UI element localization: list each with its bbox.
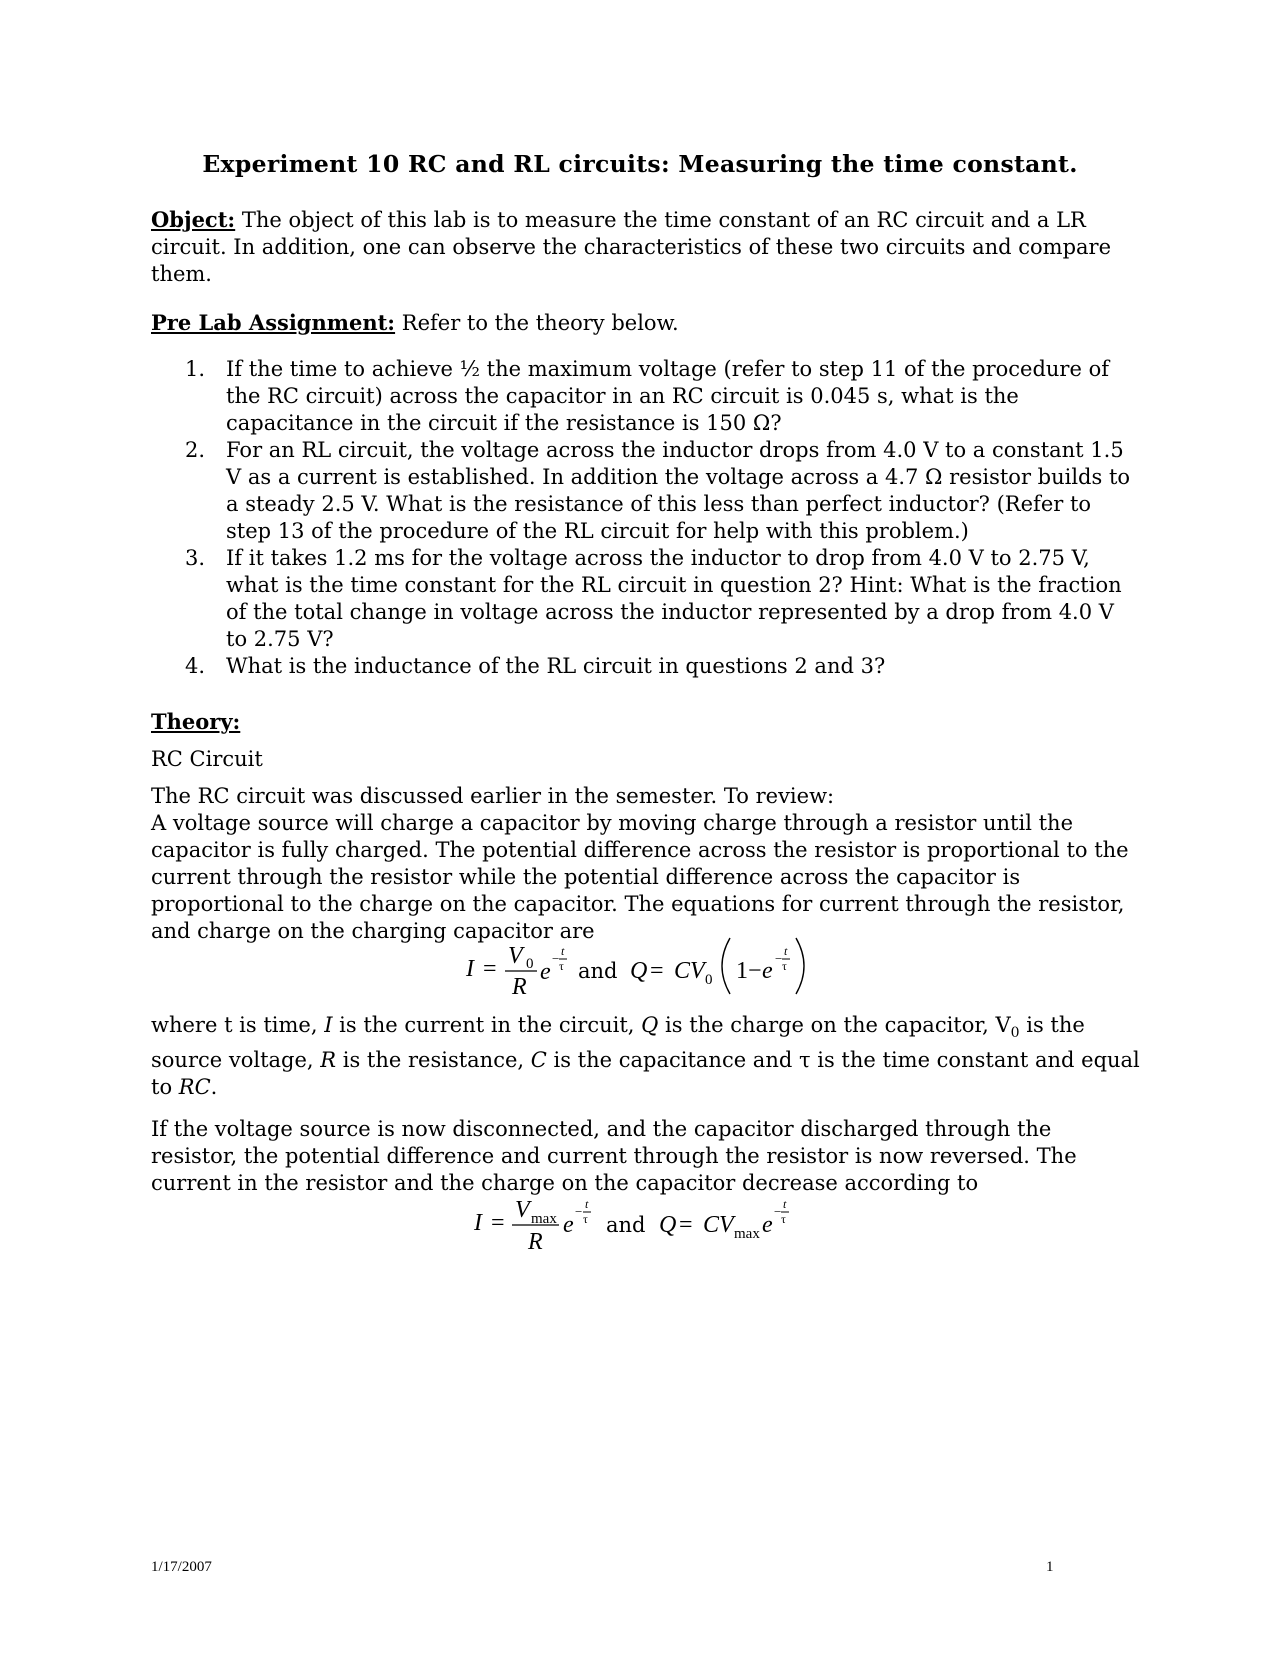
where-RC: RC: [178, 1075, 211, 1100]
exponent-minus-2: −: [775, 951, 783, 966]
where-text-1: where t is time,: [151, 1013, 325, 1037]
object-label: Object:: [151, 207, 236, 232]
list-item-number: 4.: [185, 654, 206, 678]
eq2-subscript-max-b: max: [734, 1226, 760, 1242]
footer-date: 1/17/2007: [151, 1559, 212, 1575]
eq-and: and: [578, 959, 618, 983]
prelab-text: Refer to the theory below.: [395, 311, 679, 335]
where-I: I: [324, 1013, 333, 1037]
list-item-number: 3.: [185, 546, 206, 570]
where-Q: Q: [641, 1013, 659, 1037]
eq2-symbol-e: e: [563, 1212, 574, 1238]
eq-equals-2: =: [650, 958, 664, 984]
prelab-question-list: [151, 356, 1141, 680]
footer-page-number: 1: [1046, 1559, 1054, 1575]
where-subscript-0: 0: [1010, 1025, 1020, 1042]
discharge-paragraph: If the voltage source is now disconnected, and the capacitor discharged through the resistor, the potential difference and current through the resistor is now reversed. The current in the resistor and the charge on the capacitor decrease according to: [151, 1117, 1077, 1195]
eq2-symbol-e-2: e: [762, 1212, 773, 1238]
eq-symbol-R: R: [512, 974, 527, 1000]
list-item-number: 1.: [185, 357, 206, 381]
exponent-minus: −: [552, 951, 560, 966]
exponent-tau-2: τ: [782, 959, 787, 973]
eq2-symbol-R: R: [528, 1229, 543, 1255]
object-text: The object of this lab is to measure the time constant of an RC circuit and a LR circuit. In addition, one can observe the characteristics of these two circuits and compare them.: [151, 208, 1112, 286]
where-C: C: [530, 1048, 547, 1073]
right-paren: [796, 938, 804, 994]
charging-equation-svg: [0, 928, 1280, 1000]
eq-symbol-V: V: [508, 943, 523, 969]
eq2-symbol-CV: CV: [703, 1212, 734, 1238]
list-item-text: What is the inductance of the RL circuit in questions 2 and 3?: [226, 654, 886, 678]
list-item: [151, 437, 1141, 545]
theory-paragraph-1: [151, 783, 1141, 945]
eq2-subscript-max: max: [531, 1211, 557, 1227]
theory-review-line: The RC circuit was discussed earlier in the semester. To review:: [151, 784, 835, 808]
eq-symbol-e-2: e: [762, 958, 773, 984]
rc-circuit-subheading: RC Circuit: [151, 747, 263, 771]
exponent-tau: τ: [559, 959, 564, 973]
list-item: [151, 545, 1141, 653]
eq2-symbol-V: V: [515, 1197, 530, 1223]
list-item-text: If the time to achieve ½ the maximum voltage (refer to step 11 of the procedure of the RC circuit) across the capacitor in an RC circuit is 0.045 s, what is the capacitance in the circuit if the resistance is 150 Ω?: [226, 357, 1109, 435]
page-title: Experiment 10 RC and RL circuits: Measuring the time constant.: [202, 150, 1078, 178]
exponent-t: t: [561, 944, 565, 958]
eq-equals: =: [483, 956, 497, 982]
eq-subscript-0-b: 0: [705, 972, 713, 988]
where-text-6: is the capacitance and τ is the time constant and equal to: [151, 1048, 1140, 1100]
eq2-equals-2: =: [679, 1212, 693, 1238]
where-text-3: is the charge on the capacitor, V: [658, 1013, 1011, 1037]
where-R: R: [320, 1048, 337, 1073]
list-item-text: For an RL circuit, the voltage across the inductor drops from 4.0 V to a constant 1.5 V as a current is established. In addition the voltage across a 4.7 Ω resistor builds to a steady 2.5 V. What is the resistance of this less than perfect inductor? (Refer to step 13 of the procedure of the RL circuit for help with this problem.): [226, 438, 1131, 543]
exponent-t-2: t: [784, 944, 788, 958]
eq2-exponent-tau: τ: [583, 1212, 588, 1226]
object-paragraph: [151, 206, 1141, 288]
where-text-7: .: [210, 1075, 218, 1100]
theory-review-body: A voltage source will charge a capacitor by moving charge through a resistor until the capacitor is fully charged. The potential difference across the resistor is proportional to the current through the resistor while the potential difference across the capacitor is proportional to the charge on the capacitor. The equations for current through the resistor, and charge on the charging capacitor are: [151, 811, 1129, 943]
eq2-exponent-minus: −: [575, 1204, 583, 1219]
charging-equations: [0, 928, 1280, 1000]
eq2-exponent-t: t: [585, 1197, 589, 1211]
eq2-equals: =: [491, 1210, 505, 1236]
eq-symbol-CV: CV: [674, 958, 705, 984]
where-text-2: is the current in the circuit,: [332, 1013, 642, 1037]
prelab-paragraph: [151, 309, 1141, 337]
eq-one-minus: 1−: [736, 958, 762, 984]
eq2-and: and: [606, 1213, 646, 1237]
where-text-4: is the source voltage,: [151, 1013, 1085, 1073]
prelab-label: Pre Lab Assignment:: [151, 310, 396, 335]
eq-symbol-Q: Q: [630, 958, 648, 984]
eq2-exponent-t-2: t: [783, 1197, 787, 1211]
discharging-equations: [0, 1188, 1280, 1260]
discharging-equation-svg: [0, 1188, 1280, 1260]
eq-symbol-e: e: [540, 959, 551, 985]
list-item-text: If it takes 1.2 ms for the voltage across the inductor to drop from 4.0 V to 2.75 V, what is the time constant for the RL circuit in question 2? Hint: What is the fraction of the total change in voltage across the inductor represented by a drop from 4.0 V to 2.75 V?: [226, 546, 1122, 651]
variable-definitions: [151, 1012, 1141, 1101]
eq-subscript-0: 0: [526, 956, 534, 972]
eq2-symbol-I: I: [474, 1210, 482, 1236]
list-item-number: 2.: [185, 438, 206, 462]
eq-symbol-I: I: [466, 956, 474, 982]
eq2-exponent-minus-2: −: [774, 1204, 782, 1219]
left-paren: [722, 938, 730, 994]
list-item: [151, 653, 1141, 680]
list-item: [151, 356, 1141, 437]
where-text-5: is the resistance,: [336, 1048, 531, 1073]
eq2-exponent-tau-2: τ: [781, 1212, 786, 1226]
eq2-symbol-Q: Q: [659, 1212, 677, 1238]
theory-heading: Theory:: [151, 709, 241, 734]
